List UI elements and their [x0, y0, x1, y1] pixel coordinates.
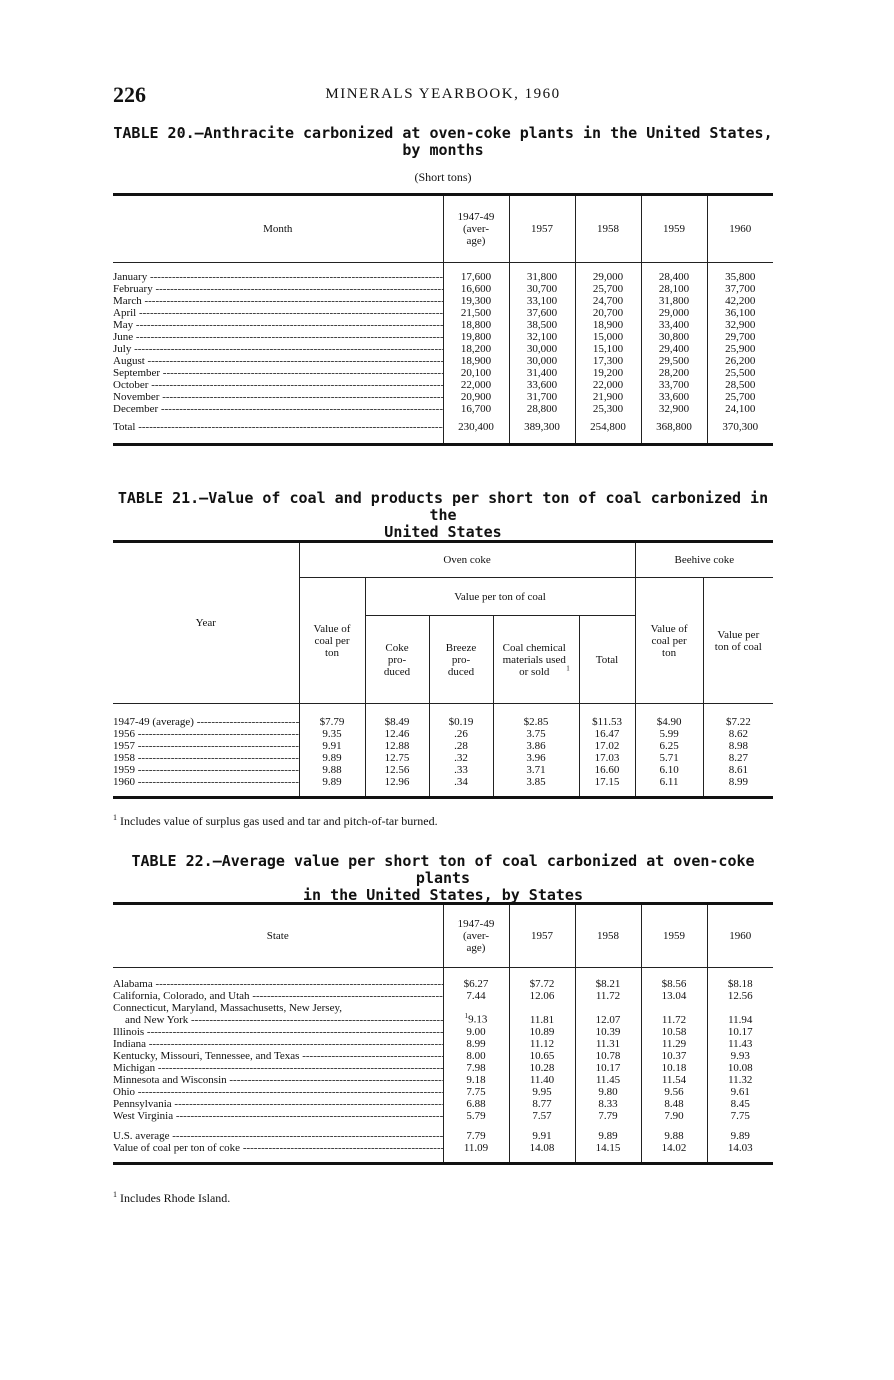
table20-title: TABLE 20.—Anthracite carbonized at oven-coke plants in the United States, by months: [113, 124, 773, 159]
table20-col-header: [443, 195, 509, 263]
footnote-mark: 1: [464, 1011, 469, 1020]
table-row: April ----- 21,500 37,600 20,700 29,000 36,100: [113, 307, 773, 319]
table21-col-beehive-value-of-coal: Value of coal per ton: [635, 578, 703, 704]
table20-total-row: Total ----- 230,400 389,300 254,800 368,800 370,300: [113, 421, 773, 433]
table-row: 1958 ----- 9.89 12.75 .32 3.96 17.03 5.71 8.27: [113, 752, 773, 764]
table20-col-header: 1958: [575, 195, 641, 263]
table21-oven-coke-header: Oven coke: [299, 542, 635, 578]
table-row: August ----- 18,900 30,000 17,300 29,500 26,200: [113, 355, 773, 367]
table21-col-coal-chemical: Coal chemical materials used or sold $^1$: [493, 616, 579, 704]
table-row: Ohio ----- 7.75 9.95 9.80 9.56 9.61: [113, 1086, 773, 1098]
table-row: January ----- 17,600 31,800 29,000 28,400 35,800: [113, 271, 773, 283]
table20-col-avg: 1947-49 (aver-age): [457, 211, 495, 247]
table22-footnote: $^1$ Includes Rhode Island.: [113, 1190, 231, 1205]
table-row: September ----- 20,100 31,400 19,200 28,200 25,500: [113, 367, 773, 379]
table-row: Connecticut, Maryland, Massachusetts, New Jersey, and New York ----- $^1$9.13 11.81 12.07 11.72 11.94: [113, 1002, 773, 1026]
table-row: Alabama ----- $6.27 $7.72 $8.21 $8.56 $8.18: [113, 978, 773, 990]
table-row: Pennsylvania ----- 6.88 8.77 8.33 8.48 8.45: [113, 1098, 773, 1110]
table-row: Illinois ----- 9.00 10.89 10.39 10.58 10.17: [113, 1026, 773, 1038]
table21-stub-header: Year: [113, 542, 299, 704]
table21-col-value-of-coal: Value of coal per ton: [299, 578, 365, 704]
table-row: Michigan ----- 7.98 10.28 10.17 10.18 10.08: [113, 1062, 773, 1074]
table21-col-beehive-value-per-ton: Value per ton of coal: [703, 578, 773, 704]
table22-col-header: 1960: [707, 904, 773, 968]
table-row: May ----- 18,800 38,500 18,900 33,400 32,900: [113, 319, 773, 331]
table22-col-header: 1959: [641, 904, 707, 968]
table21-value-per-ton-header: Value per ton of coal: [365, 578, 635, 616]
table21-col-coke-produced: Coke pro-duced: [365, 616, 429, 704]
table-row: West Virginia ----- 5.79 7.57 7.79 7.90 7.75: [113, 1110, 773, 1122]
page-number: 226: [113, 82, 146, 107]
table22-col-header: 1957: [509, 904, 575, 968]
running-head: [113, 82, 773, 106]
table22-stub-header: State: [113, 904, 443, 968]
table20-col-header: 1957: [509, 195, 575, 263]
table20-body: [113, 263, 773, 445]
table22-coal-row: Value of coal per ton of coke ----- 11.09 14.08 14.15 14.02 14.03: [113, 1142, 773, 1154]
footnote-mark: 1: [566, 663, 570, 672]
table20-stub-header: Month: [113, 195, 443, 263]
table22-body: [113, 968, 773, 1164]
table-row: 1959 ----- 9.88 12.56 .33 3.71 16.60 6.10 8.61: [113, 764, 773, 776]
table-row: 1956 ----- 9.35 12.46 .26 3.75 16.47 5.99 8.62: [113, 728, 773, 740]
table22: [113, 902, 773, 1165]
running-title: MINERALS YEARBOOK, 1960: [325, 86, 561, 102]
table21: [113, 540, 773, 799]
table22-col-header: 1947-49 (aver-age): [443, 904, 509, 968]
table-row: June ----- 19,800 32,100 15,000 30,800 29,700: [113, 331, 773, 343]
table-row: February ----- 16,600 30,700 25,700 28,100 37,700: [113, 283, 773, 295]
table-row: Minnesota and Wisconsin ----- 9.18 11.40 11.45 11.54 11.32: [113, 1074, 773, 1086]
table-row: November ----- 20,900 31,700 21,900 33,600 25,700: [113, 391, 773, 403]
table20-subtitle: (Short tons): [414, 170, 472, 184]
table-row: July ----- 18,200 30,000 15,100 29,400 25,900: [113, 343, 773, 355]
table22-avg-row: U.S. average ----- 7.79 9.91 9.89 9.88 9.89: [113, 1130, 773, 1142]
table21-title: TABLE 21.—Value of coal and products per short ton of coal carbonized in the United States: [117, 489, 769, 541]
table-row: December ----- 16,700 28,800 25,300 32,900 24,100: [113, 403, 773, 415]
table-row: 1960 ----- 9.89 12.96 .34 3.85 17.15 6.11 8.99: [113, 776, 773, 788]
table22-title: TABLE 22.—Average value per short ton of coal carbonized at oven-coke plants in the United States, by States: [131, 852, 755, 904]
table-row: Indiana ----- 8.99 11.12 11.31 11.29 11.43: [113, 1038, 773, 1050]
table20-col-header: 1959: [641, 195, 707, 263]
table20-col-header: 1960: [707, 195, 773, 263]
table21-footnote: $^1$ Includes value of surplus gas used and tar and pitch-of-tar burned.: [113, 813, 438, 828]
table21-col-breeze-produced: Breeze pro-duced: [429, 616, 493, 704]
table21-body: [113, 704, 773, 798]
table-row: Kentucky, Missouri, Tennessee, and Texas ----- 8.00 10.65 10.78 10.37 9.93: [113, 1050, 773, 1062]
table-row: 1947-49 (average) ----- $7.79 $8.49 $0.19 $2.85 $11.53 $4.90 $7.22: [113, 716, 773, 728]
table22-col-header: 1958: [575, 904, 641, 968]
table21-col-total: Total: [579, 616, 635, 704]
table-row: March ----- 19,300 33,100 24,700 31,800 42,200: [113, 295, 773, 307]
table-row: California, Colorado, and Utah ----- 7.44 12.06 11.72 13.04 12.56: [113, 990, 773, 1002]
table-row: October ----- 22,000 33,600 22,000 33,700 28,500: [113, 379, 773, 391]
table21-beehive-coke-header: Beehive coke: [635, 542, 773, 578]
table-row: 1957 ----- 9.91 12.88 .28 3.86 17.02 6.25 8.98: [113, 740, 773, 752]
table20: [113, 193, 773, 446]
